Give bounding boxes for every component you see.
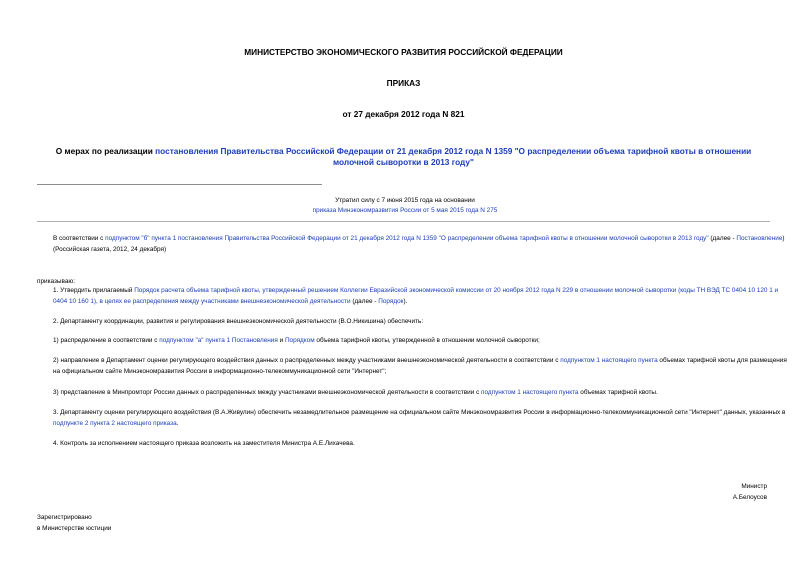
item-2-2 bbox=[37, 356, 788, 377]
preamble-paragraph bbox=[37, 234, 788, 255]
item-2-1-text: 1) распределение в соответствии с bbox=[53, 337, 160, 344]
item-2-3 bbox=[37, 388, 788, 399]
signature-position: Министр bbox=[741, 483, 767, 490]
ministry-heading: МИНИСТЕРСТВО ЭКОНОМИЧЕСКОГО РАЗВИТИЯ РОССИЙСКОЙ ФЕДЕРАЦИИ bbox=[244, 47, 563, 57]
registration-block bbox=[37, 513, 237, 534]
signature-name: А.Белоусов bbox=[732, 493, 767, 501]
item-1-procedure-short-link[interactable]: Порядок bbox=[378, 297, 404, 305]
item-1-procedure-link[interactable]: Порядок расчета объема тарифной квоты, утвержденный решением Коллегии Евразийской экономической комиссии от 20 ноября 2012 года N 229 в отношении молочной сыворотки (коды ТН ВЭД ТС 0404 10 120 1 и 0404 10 160 1), в целях ее распределения между участниками внешнеэкономической деятельности bbox=[53, 287, 779, 305]
status-note-text: Утратил силу с 7 июня 2015 года на основании bbox=[335, 197, 475, 204]
item-3-text-2: . bbox=[176, 419, 179, 427]
item-2-3-point-link[interactable]: подпунктом 1 настоящего пункта bbox=[481, 389, 579, 396]
item-2-3-text-2: объемах тарифной квоты. bbox=[578, 389, 658, 396]
item-1 bbox=[37, 286, 788, 307]
order-word: приказываю: bbox=[37, 278, 75, 285]
signature-block bbox=[733, 482, 767, 503]
item-1-text-3: ). bbox=[403, 297, 408, 305]
status-divider bbox=[37, 221, 770, 222]
item-3-order-link[interactable]: подпункте 2 пункта 2 настоящего приказа bbox=[53, 419, 177, 427]
item-2-1-subparagraph-link[interactable]: подпунктом "а" пункта 1 Постановления bbox=[159, 337, 278, 344]
item-2-1-text-3: объема тарифной квоты, утвержденной в отношении молочной сыворотки; bbox=[314, 337, 540, 344]
preamble-subparagraph-link[interactable]: подпунктом "б" пункта 1 постановления Правительства Российской Федерации от 21 декабря 2012 года N 1359 "О распределении объема тарифной квоты в отношении молочной сыворотки в 2013 году" bbox=[105, 235, 709, 242]
item-2-1-procedure-link[interactable]: Порядком bbox=[284, 337, 315, 344]
item-2-1 bbox=[37, 336, 788, 347]
status-note bbox=[280, 196, 530, 216]
item-1-text: 1. Утвердить прилагаемый bbox=[53, 287, 135, 294]
document-type: ПРИКАЗ bbox=[386, 78, 421, 88]
title-resolution-link[interactable]: постановления Правительства Российской Федерации от 21 декабря 2012 года N 1359 "О распределении объема тарифной квоты в отношении молочной сыворотки в 2013 году" bbox=[155, 146, 752, 167]
item-3-text: 3. Департаменту оценки регулирующего воздействия (В.А.Живулин) обеспечить незамедлительное размещение на официальном сайте Минэкономразвития России в информационно-телекоммуникационной сети "Интернет" данных, указанных в bbox=[53, 409, 786, 416]
item-4: 4. Контроль за исполнением настоящего приказа возложить на заместителя Министра А.Е.Лихачева. bbox=[53, 440, 355, 447]
item-2-2-text: 2) направление в Департамент оценки регулирующего воздействия данных о распределенных между участниками внешнеэкономической деятельности в соответствии с bbox=[53, 357, 561, 364]
item-2-3-text: 3) представление в Минпромторг России данных о распределенных между участниками внешнеэкономической деятельности в соответствии с bbox=[53, 389, 482, 396]
title-divider bbox=[37, 184, 322, 185]
document-title bbox=[40, 146, 767, 168]
title-prefix: О мерах по реализации bbox=[55, 146, 156, 156]
document-date-number: от 27 декабря 2012 года N 821 bbox=[342, 109, 465, 119]
item-3 bbox=[37, 408, 788, 429]
preamble-resolution-link[interactable]: Постановление bbox=[736, 235, 783, 242]
item-1-text-2: (далее - bbox=[350, 297, 379, 305]
item-2: 2. Департаменту координации, развития и регулирования внешнеэкономической деятельности (В.О.Никишина) обеспечить: bbox=[53, 318, 424, 325]
item-2-1-text-2: и bbox=[277, 337, 285, 344]
status-note-link[interactable]: приказа Минэкономразвития России от 5 мая 2015 года N 275 bbox=[312, 207, 498, 214]
item-2-2-text-2: объемах тарифной квоты для размещения на официальном сайте Минэкономразвития России в информационно-телекоммуникационной сети "Интернет"; bbox=[53, 357, 787, 375]
preamble-text-2: (далее - bbox=[708, 235, 737, 242]
preamble-text-3: ) (Российская газета, 2012, 24 декабря) bbox=[53, 235, 785, 253]
registration-line-2: в Министерстве юстиции bbox=[37, 524, 112, 532]
preamble-text: В соответствии с bbox=[53, 235, 106, 242]
item-2-2-point-link[interactable]: подпунктом 1 настоящего пункта bbox=[560, 357, 658, 364]
registration-line-1: Зарегистрировано bbox=[37, 514, 92, 521]
